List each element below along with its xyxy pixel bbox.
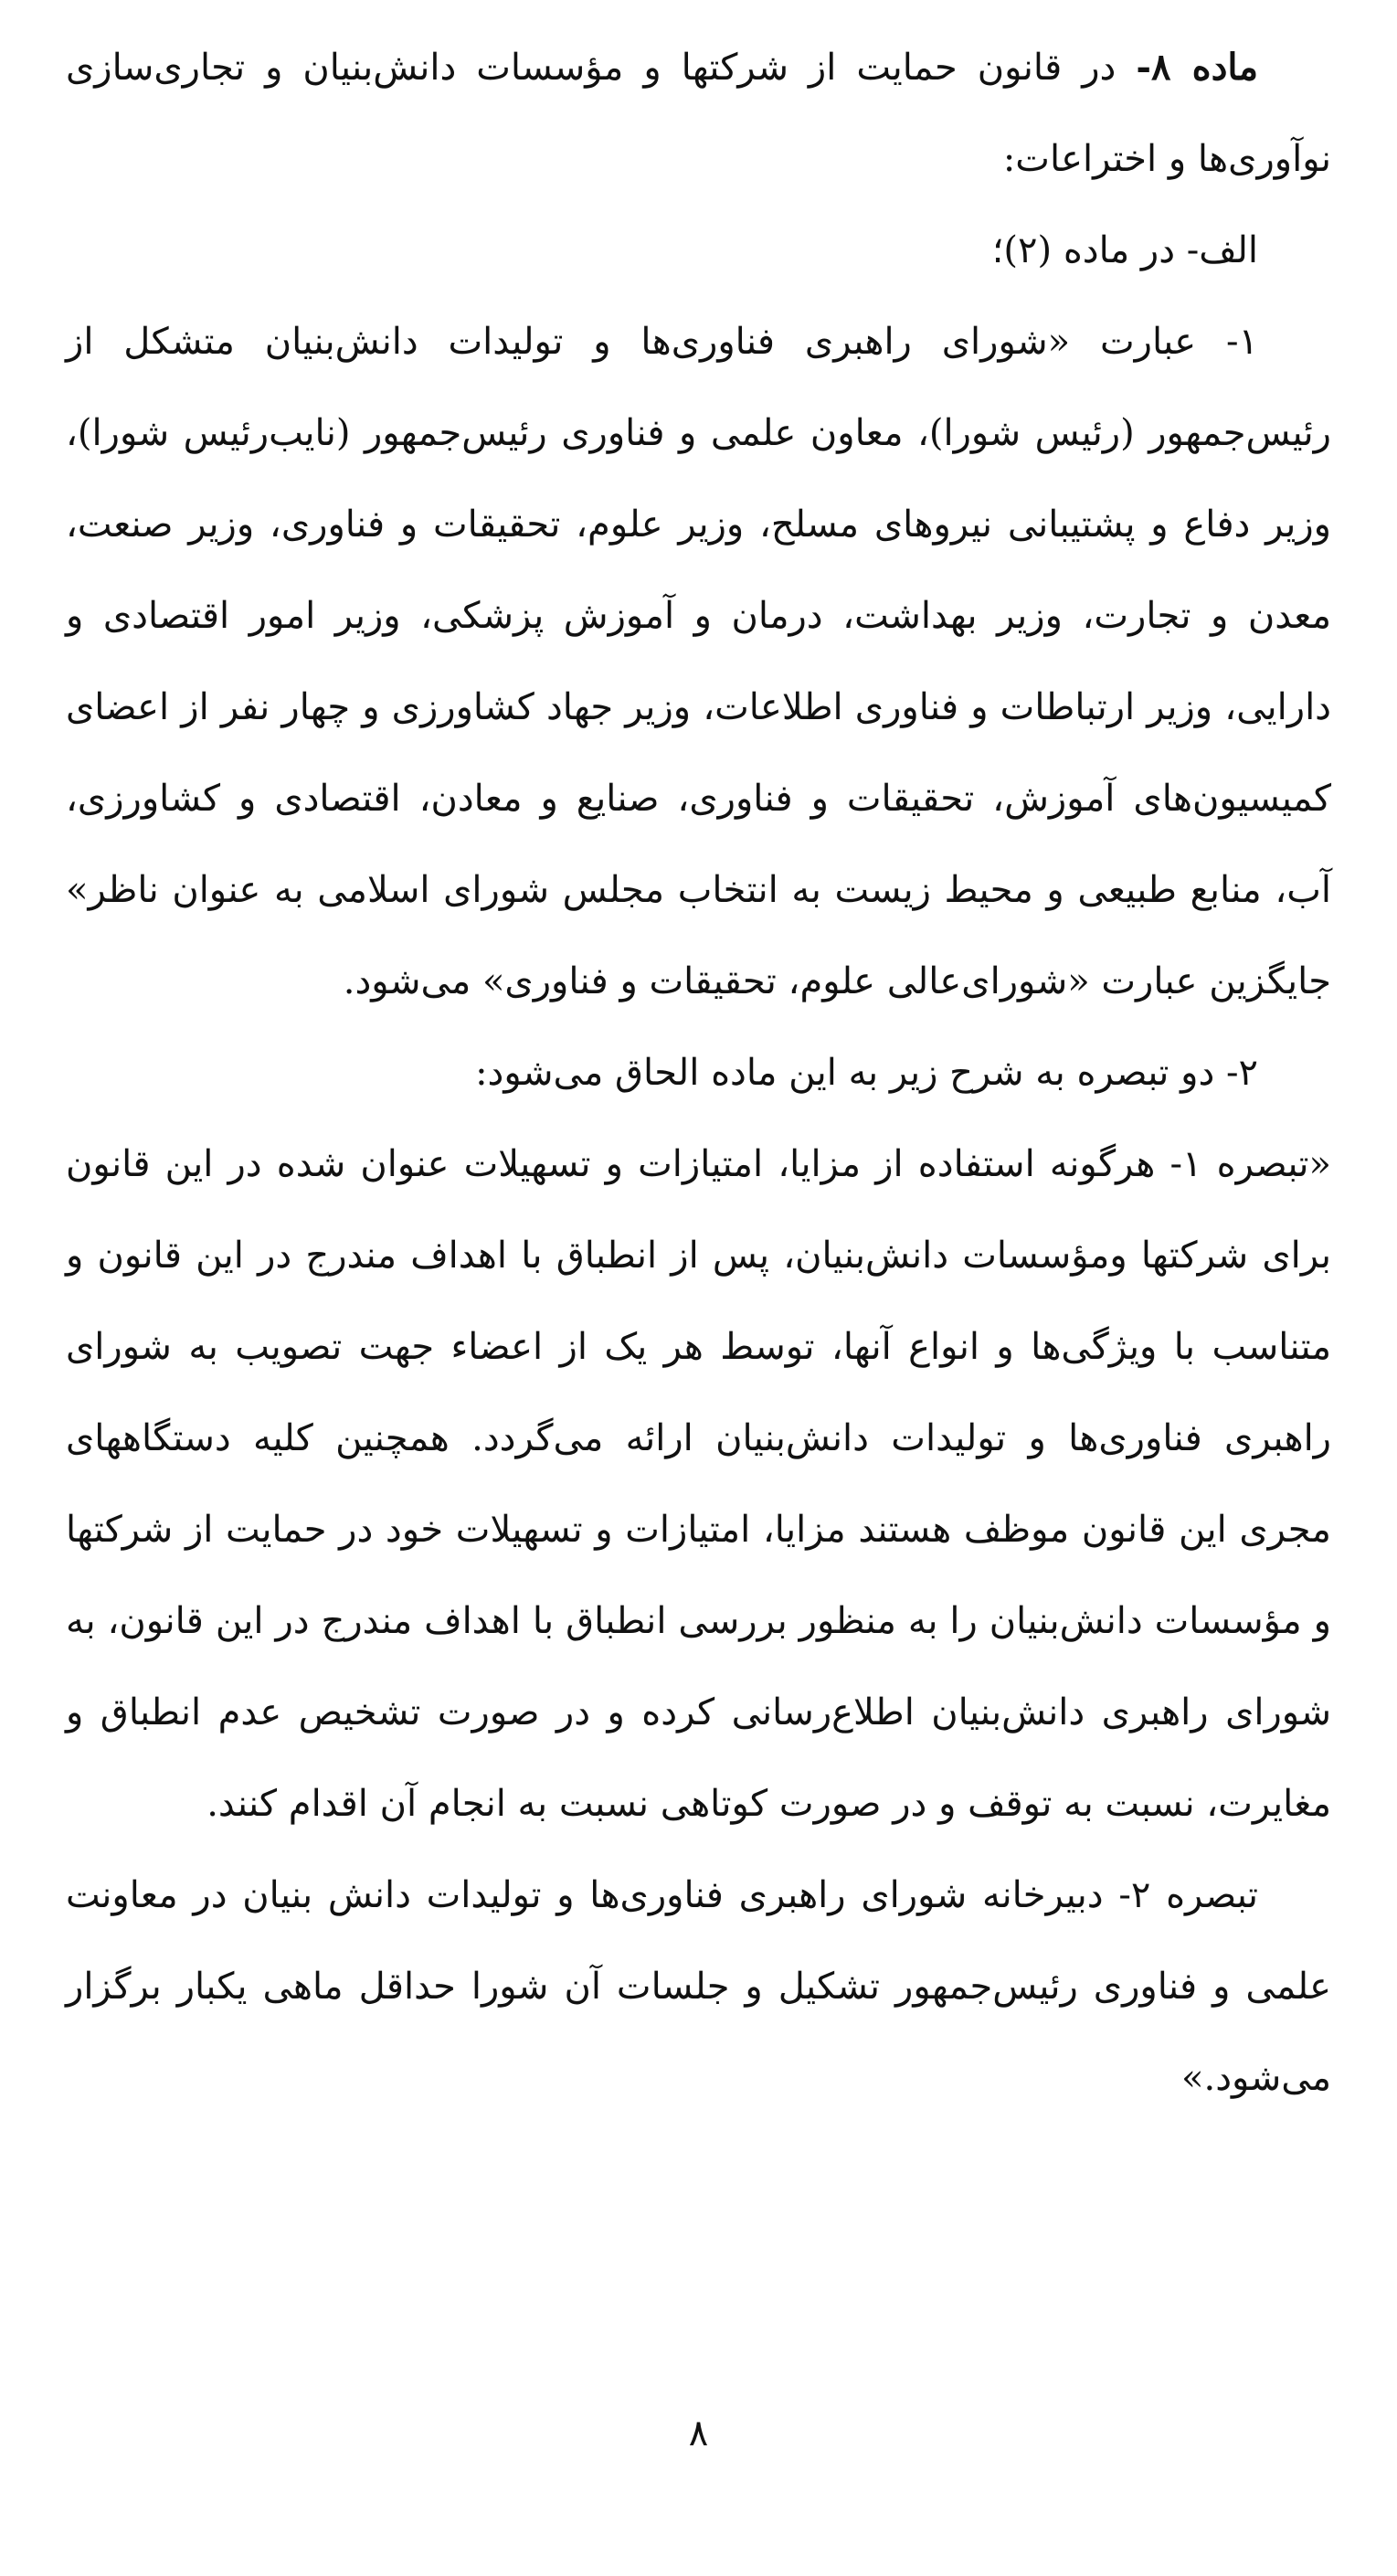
article-intro: در قانون حمایت از شرکتها و مؤسسات دانش‌بنیان و تجاری‌سازی نوآوری‌ها و اختراعات:: [66, 47, 1331, 180]
article-text: [66, 22, 1331, 2124]
article-heading: ماده ۸-: [1136, 46, 1259, 89]
page-number: ۸: [688, 2412, 709, 2454]
note-1: «تبصره ۱- هرگونه استفاده از مزایا، امتیازات و تسهیلات عنوان شده در این قانون برای شرکتها ومؤسسات دانش‌بنیان، پس از انطباق با اهداف مندرج در این قانون و متناسب با ویژگی‌ها و انواع آنها، توسط هر یک از اعضاء جهت تصویب به شورای راهبری فناوری‌ها و تولیدات دانش‌بنیان ارائه می‌گردد. همچنین کلیه دستگاههای مجری این قانون موظف هستند مزایا، امتیازات و تسهیلات خود در حمایت از شرکتها و مؤسسات دانش‌بنیان را به منظور بررسی انطباق با اهداف مندرج در این قانون، به شورای راهبری دانش‌بنیان اطلاع‌رسانی کرده و در صورت تشخیص عدم انطباق و مغایرت، نسبت به توقف و در صورت کوتاهی نسبت به انجام آن اقدام کنند.: [66, 1143, 1331, 1825]
item-1: ۱- عبارت «شورای راهبری فناوری‌ها و تولیدات دانش‌بنیان متشکل از رئیس‌جمهور (رئیس شورا)، معاون علمی و فناوری رئیس‌جمهور (نایب‌رئیس شورا)، وزیر دفاع و پشتیبانی نیروهای مسلح، وزیر علوم، تحقیقات و فناوری، وزیر صنعت، معدن و تجارت، وزیر بهداشت، درمان و آموزش پزشکی، وزیر امور اقتصادی و دارایی، وزیر ارتباطات و فناوری اطلاعات، وزیر جهاد کشاورزی و چهار نفر از اعضای کمیسیون‌های آموزش، تحقیقات و فناوری، صنایع و معادن، اقتصادی و کشاورزی، آب، منابع طبیعی و محیط زیست به انتخاب مجلس شورای اسلامی به عنوان ناظر» جایگزین عبارت «شورای‌عالی علوم، تحقیقات و فناوری» می‌شود.: [66, 321, 1331, 1002]
item-2: ۲- دو تبصره به شرح زیر به این ماده الحاق می‌شود:: [475, 1052, 1258, 1094]
note-2: تبصره ۲- دبیرخانه شورای راهبری فناوری‌ها و تولیدات دانش بنیان در معاونت علمی و فناوری رئیس‌جمهور تشکیل و جلسات آن شورا حداقل ماهی یکبار برگزار می‌شود.»: [66, 1874, 1331, 2099]
article-heading-paragraph: [66, 22, 1331, 205]
clause-a: الف- در ماده (۲)؛: [991, 229, 1258, 271]
